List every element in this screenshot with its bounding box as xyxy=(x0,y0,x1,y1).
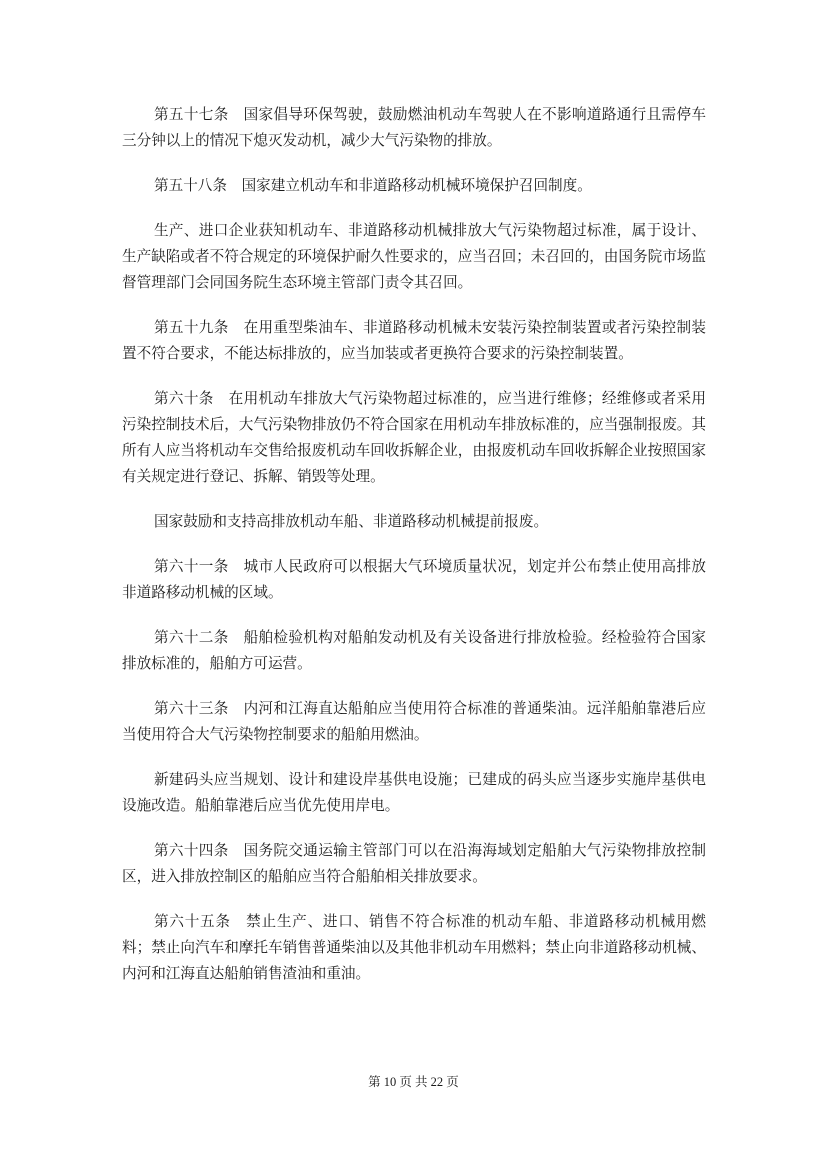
article-64-paragraph: 第六十四条 国务院交通运输主管部门可以在沿海海域划定船舶大气污染物排放控制区，进入排放控制区的船舶应当符合船舶相关排放要求。 xyxy=(122,843,706,885)
page-number-footer: 第 10 页 共 22 页 xyxy=(368,1075,459,1089)
article-58-clause-2-paragraph: 生产、进口企业获知机动车、非道路移动机械排放大气污染物超过标准，属于设计、生产缺陷或者不符合规定的环境保护耐久性要求的，应当召回；未召回的，由国务院市场监督管理部门会同国务院生态环境主管部门责令其召回。 xyxy=(122,223,706,291)
article-60-paragraph: 第六十条 在用机动车排放大气污染物超过标准的，应当进行维修；经维修或者采用污染控制技术后，大气污染物排放仍不符合国家在用机动车排放标准的，应当强制报废。其所有人应当将机动车交售给报废机动车回收拆解企业，由报废机动车回收拆解企业按照国家有关规定进行登记、拆解、销毁等处理。 xyxy=(122,391,706,485)
article-60-clause-2-paragraph: 国家鼓励和支持高排放机动车船、非道路移动机械提前报废。 xyxy=(154,514,549,530)
article-63-paragraph: 第六十三条 内河和江海直达船舶应当使用符合标准的普通柴油。远洋船舶靠港后应当使用符合大气污染物控制要求的船舶用燃油。 xyxy=(122,701,706,743)
article-62-paragraph: 第六十二条 船舶检验机构对船舶发动机及有关设备进行排放检验。经检验符合国家排放标准的，船舶方可运营。 xyxy=(122,630,706,672)
article-57-paragraph: 第五十七条 国家倡导环保驾驶，鼓励燃油机动车驾驶人在不影响道路通行且需停车三分钟以上的情况下熄灭发动机，减少大气污染物的排放。 xyxy=(122,107,706,149)
document-body xyxy=(122,102,706,1006)
article-61-paragraph: 第六十一条 城市人民政府可以根据大气环境质量状况，划定并公布禁止使用高排放非道路移动机械的区域。 xyxy=(122,559,706,601)
article-59-paragraph: 第五十九条 在用重型柴油车、非道路移动机械未安装污染控制装置或者污染控制装置不符合要求，不能达标排放的，应当加装或者更换符合要求的污染控制装置。 xyxy=(122,320,706,362)
article-63-clause-2-paragraph: 新建码头应当规划、设计和建设岸基供电设施；已建成的码头应当逐步实施岸基供电设施改造。船舶靠港后应当优先使用岸电。 xyxy=(122,772,706,814)
article-58-paragraph: 第五十八条 国家建立机动车和非道路移动机械环境保护召回制度。 xyxy=(154,178,592,194)
article-65-paragraph: 第六十五条 禁止生产、进口、销售不符合标准的机动车船、非道路移动机械用燃料；禁止向汽车和摩托车销售普通柴油以及其他非机动车用燃料；禁止向非道路移动机械、内河和江海直达船舶销售渣油和重油。 xyxy=(122,914,706,982)
